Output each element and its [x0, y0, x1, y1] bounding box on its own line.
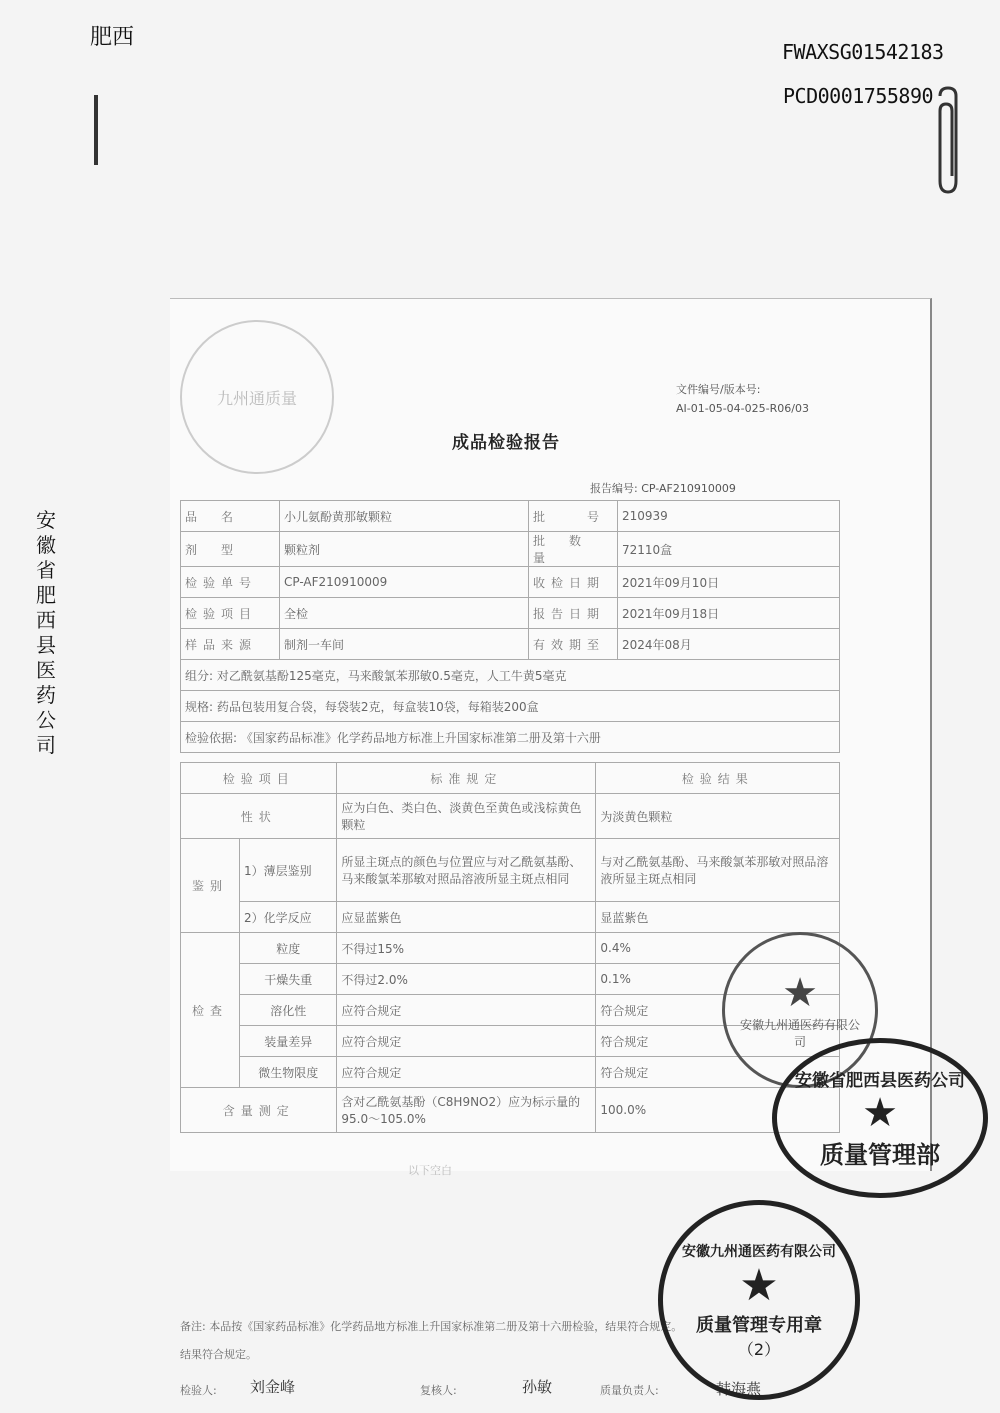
document-code-1: FWAXSG01542183: [782, 40, 944, 64]
basis-value: 《国家药品标准》化学药品地方标准上升国家标准第二册及第十六册: [240, 730, 601, 745]
info-value: 全检: [280, 598, 529, 629]
composition-value: 对乙酰氨基酚125毫克，马来酸氯苯那敏0.5毫克，人工牛黄5毫克: [216, 668, 567, 683]
margin-mark: [94, 95, 98, 165]
document-code-2: PCD0001755890: [783, 84, 934, 108]
item-result: 符合规定: [596, 1057, 840, 1088]
paperclip-icon: [930, 86, 970, 196]
item-name: 装量差异: [240, 1026, 337, 1057]
signature-1: [180, 1382, 217, 1398]
table-row: [181, 722, 840, 753]
item-name: 性状: [181, 794, 337, 839]
seal-text: 安徽九州通医药有限公司: [740, 1018, 861, 1049]
signature-inspector: 刘金峰: [250, 1378, 296, 1396]
info-value: 2021年09月18日: [618, 598, 840, 629]
info-value: 210939: [618, 501, 840, 532]
seal-text: 安徽九州通医药有限公司: [682, 1243, 836, 1260]
composition-label: 组分:: [185, 668, 214, 683]
item-result: 为淡黄色颗粒: [596, 794, 840, 839]
info-label: 批 号: [529, 501, 618, 532]
item-name: 含量测定: [181, 1088, 337, 1133]
info-label: 收检日期: [529, 567, 618, 598]
info-label: 批 数 量: [529, 532, 618, 567]
remark-label: 备注:: [180, 1320, 206, 1333]
star-icon: ★: [739, 1259, 779, 1311]
table-row: [181, 567, 840, 598]
item-standard: 应为白色、类白色、淡黄色至黄色或浅棕黄色颗粒: [337, 794, 596, 839]
document-number-label: 文件编号/版本号:: [676, 383, 761, 396]
item-name: 粒度: [240, 933, 337, 964]
table-row: [181, 501, 840, 532]
report-number-value: CP-AF210910009: [641, 482, 736, 495]
item-result: 与对乙酰氨基酚、马来酸氯苯那敏对照品溶液所显主斑点相同: [596, 839, 840, 902]
spec-row: [181, 691, 840, 722]
report-title: 成品检验报告: [452, 433, 560, 453]
seal-number: （2）: [737, 1339, 781, 1359]
item-result: 显蓝紫色: [596, 902, 840, 933]
info-label: 品 名: [181, 501, 280, 532]
faint-stamp-text: 九州通质量: [216, 388, 297, 408]
item-result: 符合规定: [596, 1026, 840, 1057]
table-row: [181, 532, 840, 567]
star-icon: ★: [782, 970, 818, 1016]
table-row: [181, 839, 840, 902]
info-value: 72110盒: [618, 532, 840, 567]
quality-special-seal: [658, 1200, 860, 1400]
info-label: 剂 型: [181, 532, 280, 567]
item-standard: 含对乙酰氨基酚（C8H9NO2）应为标示量的95.0～105.0%: [337, 1088, 596, 1133]
faint-stamp: [180, 320, 334, 474]
column-header: 检验结果: [596, 763, 840, 794]
info-value: 2021年09月10日: [618, 567, 840, 598]
item-standard: 应符合规定: [337, 1057, 596, 1088]
composition-row: [181, 660, 840, 691]
spec-value: 药品包装用复合袋，每袋装2克，每盒装10袋，每箱装200盒: [216, 699, 539, 714]
item-result: 0.1%: [596, 964, 840, 995]
basis-label: 检验依据:: [185, 730, 238, 745]
info-label: 报告日期: [529, 598, 618, 629]
side-company-name: 安徽省肥西县医药公司: [36, 508, 56, 757]
company-short-name: 肥西: [90, 25, 135, 50]
document-number: [676, 380, 809, 418]
document-number-value: AI-01-05-04-025-R06/03: [676, 402, 809, 415]
remark-text: 本品按《国家药品标准》化学药品地方标准上升国家标准第二册及第十六册检验，结果符合规定。: [209, 1320, 683, 1333]
item-name: 干燥失重: [240, 964, 337, 995]
item-result: 符合规定: [596, 995, 840, 1026]
item-standard: 应符合规定: [337, 995, 596, 1026]
info-table: [180, 500, 840, 753]
star-icon: ★: [862, 1090, 898, 1136]
item-group: 鉴别: [181, 839, 240, 933]
table-row: [181, 660, 840, 691]
table-row: [181, 629, 840, 660]
signature-reviewer: 孙敏: [522, 1378, 553, 1396]
item-name: 微生物限度: [240, 1057, 337, 1088]
signature-label: 检验人:: [180, 1384, 217, 1397]
info-value: 2024年08月: [618, 629, 840, 660]
item-standard: 不得过15%: [337, 933, 596, 964]
report-number-label: 报告编号:: [590, 482, 638, 495]
conclusion: 结果符合规定。: [180, 1348, 257, 1361]
remark: [180, 1318, 700, 1334]
signature-label: 质量负责人:: [600, 1384, 659, 1397]
signature-2: [420, 1382, 457, 1398]
item-name: 2）化学反应: [240, 902, 337, 933]
table-header-row: [181, 763, 840, 794]
item-result: 0.4%: [596, 933, 840, 964]
info-label: 样品来源: [181, 629, 280, 660]
info-label: 检验单号: [181, 567, 280, 598]
item-standard: 应显蓝紫色: [337, 902, 596, 933]
info-value: CP-AF210910009: [280, 567, 529, 598]
spec-label: 规格:: [185, 699, 214, 714]
quality-dept-seal: [772, 1038, 988, 1198]
basis-row: [181, 722, 840, 753]
info-value: 制剂一车间: [280, 629, 529, 660]
item-standard: 所显主斑点的颜色与位置应与对乙酰氨基酚、马来酸氯苯那敏对照品溶液所显主斑点相同: [337, 839, 596, 902]
report-number: [590, 480, 736, 496]
signature-qa: 韩海燕: [716, 1380, 762, 1398]
seal-text: 质量管理专用章: [696, 1314, 822, 1336]
table-row: [181, 902, 840, 933]
item-name: 溶化性: [240, 995, 337, 1026]
item-name: 1）薄层鉴别: [240, 839, 337, 902]
column-header: 标准规定: [337, 763, 596, 794]
column-header: 检验项目: [181, 763, 337, 794]
info-value: 颗粒剂: [280, 532, 529, 567]
table-row: [181, 1088, 840, 1133]
seal-text: 安徽省肥西县医药公司: [795, 1071, 965, 1091]
results-table: [180, 762, 840, 1133]
seal-text: 质量管理部: [820, 1141, 940, 1169]
info-value: 小儿氨酚黄那敏颗粒: [280, 501, 529, 532]
blank-below-mark: 以下空白: [408, 1164, 452, 1177]
item-group: 检查: [181, 933, 240, 1088]
info-label: 检验项目: [181, 598, 280, 629]
info-label: 有效期至: [529, 629, 618, 660]
item-result: 100.0%: [596, 1088, 840, 1133]
item-standard: 应符合规定: [337, 1026, 596, 1057]
signature-3: [600, 1382, 659, 1398]
table-row: [181, 598, 840, 629]
table-row: [181, 794, 840, 839]
table-row: [181, 691, 840, 722]
signature-label: 复核人:: [420, 1384, 457, 1397]
item-standard: 不得过2.0%: [337, 964, 596, 995]
